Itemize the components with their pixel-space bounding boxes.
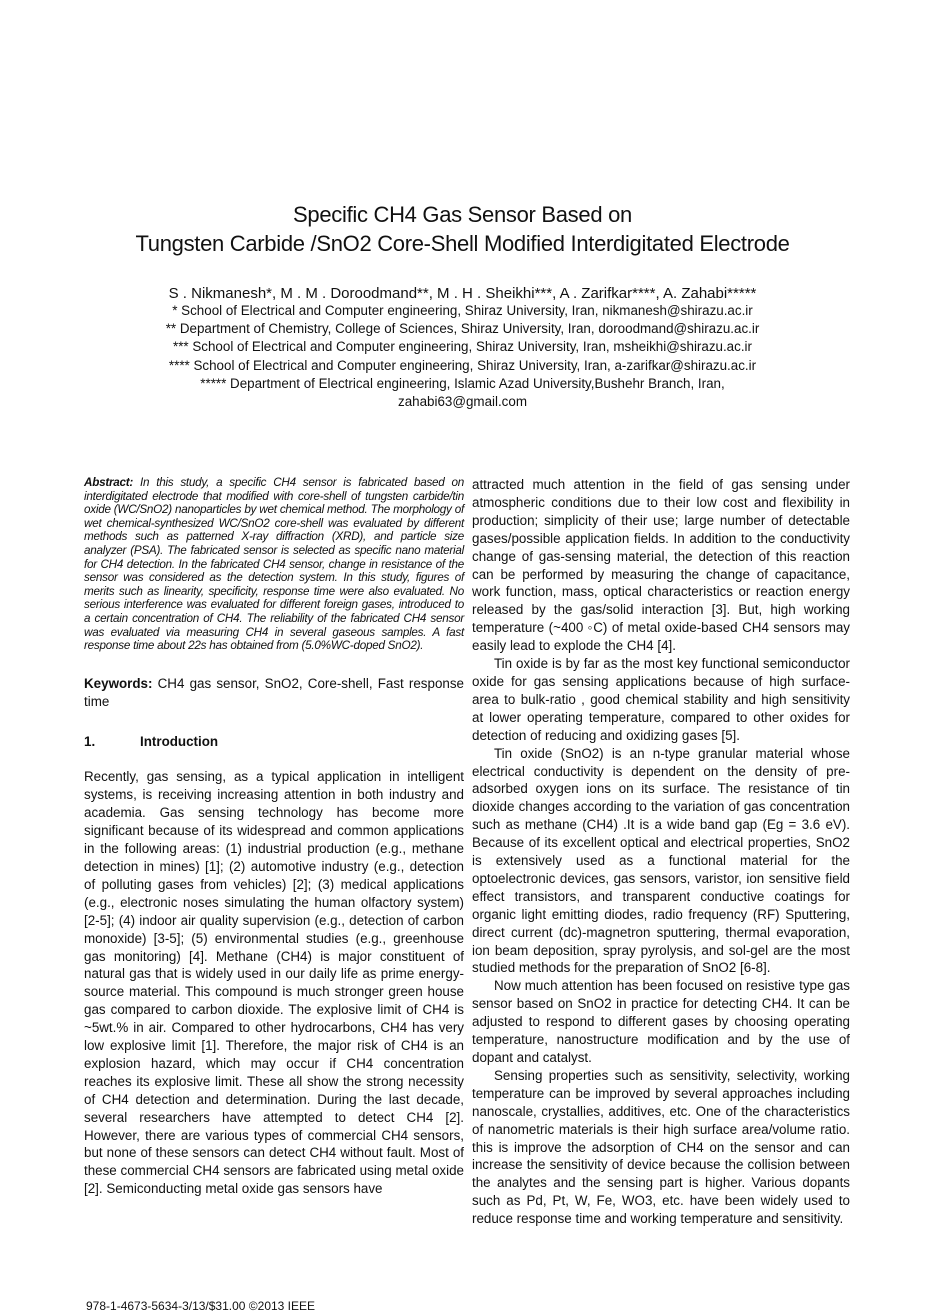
affiliation-2: ** Department of Chemistry, College of Sciences, Shiraz University, Iran, doroodmand@shirazu.ac.ir	[165, 321, 760, 337]
author-list: S . Nikmanesh*, M . M . Doroodmand**, M . H . Sheikhi***, A . Zarifkar****, A. Zahabi*****	[168, 285, 757, 302]
body-paragraph-1: attracted much attention in the field of gas sensing under atmospheric conditions due to their low cost and flexibility in production; simplicity of their use; large number of detectable gases/possible application fields. In addition to the conductivity change of gas-sensing material, the detection of this reaction can be performed by measuring the change of capacitance, work function, mass, optical characteristics or reaction energy released by the gas/solid interaction [3]. But, high working temperature (~400 ◦C) of metal oxide-based CH4 sensors may easily lead to explode the CH4 [4].	[472, 477, 850, 654]
affiliation-1: * School of Electrical and Computer engineering, Shiraz University, Iran, nikmanesh@shirazu.ac.ir	[172, 303, 753, 318]
left-column	[84, 476, 464, 1198]
keywords-label: Keywords:	[84, 675, 153, 691]
copyright-footer: 978-1-4673-5634-3/13/$31.00 ©2013 IEEE	[86, 1299, 316, 1313]
section-title: Introduction	[140, 733, 219, 749]
abstract	[84, 476, 464, 653]
affiliation-3: *** School of Electrical and Computer engineering, Shiraz University, Iran, msheikhi@shirazu.ac.ir	[173, 339, 752, 355]
paper-title	[0, 200, 925, 258]
title-line-1: Specific CH4 Gas Sensor Based on	[293, 202, 632, 227]
affiliation-5: ***** Department of Electrical engineering, Islamic Azad University,Bushehr Branch, Iran,	[200, 375, 725, 391]
section-number: 1.	[84, 733, 96, 749]
affiliations	[110, 302, 815, 411]
body-paragraph-3: Tin oxide (SnO2) is an n-type granular material whose electrical conductivity is dependent on the density of pre-adsorbed oxygen ions on its surface. The resistance of tin dioxide changes according to the variation of gas concentration such as methane (CH4) .It is a wide band gap (Eg = 3.6 eV). Because of its excellent optical and electrical properties, SnO2 is extensively used as a functional material for the optoelectronic devices, gas sensors, varistor, ion sensitive field effect transistors, and transparent conductive coatings for organic light emitting diodes, radio frequency (RF) Sputtering, direct current (dc)-magnetron sputtering, thermal evaporation, ion beam deposition, spray pyrolysis, and sol-gel are the most studied methods for the preparation of SnO2 [6-8].	[472, 745, 850, 976]
right-column	[472, 476, 850, 1228]
body-paragraph-4: Now much attention has been focused on resistive type gas sensor based on SnO2 in practice for detecting CH4. It can be adjusted to respond to different gases by choosing operating temperature, nanostructure modification and by the use of dopant and catalyst.	[472, 978, 850, 1065]
title-line-2: Tungsten Carbide /SnO2 Core-Shell Modified Interdigitated Electrode	[135, 231, 790, 256]
abstract-text: In this study, a specific CH4 sensor is fabricated based on interdigitated electrode that modified with core-shell of tungsten carbide/tin oxide (WC/SnO2) nanoparticles by wet chemical method. The morphology of wet chemical-synthesized WC/SnO2 core-shell was evaluated by different methods such as patterned X-ray diffraction (XRD), and particle size analyzer (PSA). The fabricated sensor is selected as specific nano material for CH4 detection. In the fabricated CH4 sensor, change in resistance of the sensor was considered as the detection system. In this study, figures of merits such as linearity, specificity, response time were also evaluated. No serious interference was evaluated for different foreign gases, introduced to a certain concentration of CH4. The reliability of the fabricated CH4 sensor was evaluated via measuring CH4 in several gaseous samples. A fast response time about 22s has obtained from (5.0%WC-doped SnO2).	[84, 476, 465, 653]
abstract-label: Abstract:	[84, 476, 134, 489]
keywords	[84, 675, 464, 711]
body-paragraph-2: Tin oxide is by far as the most key functional semiconductor oxide for gas sensing applications because of high surface-area to bulk-ratio , good chemical stability and high sensitivity at lower operating temperature, compared to other oxides for detection of reducing and oxidizing gases [5].	[472, 656, 850, 743]
intro-paragraph: Recently, gas sensing, as a typical application in intelligent systems, is receiving increasing attention in both industry and academia. Gas sensing technology has become more significant because of its widespread and common applications in the following areas: (1) industrial production (e.g., methane detection in mines) [1]; (2) automotive industry (e.g., detection of polluting gases from vehicles) [2]; (3) medical applications (e.g., electronic noses simulating the human olfactory system) [2-5]; (4) indoor air quality supervision (e.g., detection of carbon monoxide) [3-5]; (5) environmental studies (e.g., greenhouse gas monitoring) [4]. Methane (CH4) is major constituent of natural gas that is widely used in our daily life as prime energy-source material. This compound is much stronger green house gas compared to carbon dioxide. The explosive limit of CH4 is ~5wt.% in air. Compared to other hydrocarbons, CH4 has very low explosive limit [1]. Therefore, the major risk of CH4 is an explosion hazard, which may occur if CH4 concentration reaches its explosive limit. These all show the strong necessity of CH4 detection and determination. During the last decade, several researchers have attempted to detect CH4 [2]. However, there are various types of commercial CH4 sensors, but none of these sensors can detect CH4 without fault. Most of these commercial CH4 sensors are fabricated using metal oxide [2]. Semiconducting metal oxide gas sensors have	[84, 769, 464, 1197]
affiliation-4: **** School of Electrical and Computer engineering, Shiraz University, Iran, a-zarifkar@shirazu.ac.ir	[168, 357, 757, 373]
affiliation-5-email: zahabi63@gmail.com	[398, 394, 527, 410]
keywords-text: CH4 gas sensor, SnO2, Core-shell, Fast response time	[84, 675, 464, 709]
body-paragraph-5: Sensing properties such as sensitivity, selectivity, working temperature can be improved by several approaches including nanoscale, crystallies, additives, etc. One of the characteristics of nanometric materials is their high surface area/volume ratio. this is improve the adsorption of CH4 on the sensor and can increase the sensitivity of device because the collision between the analytes and the sensing part is higher. Various dopants such as Pd, Pt, W, Fe, WO3, etc. have been widely used to reduce response time and working temperature and sensitivity.	[472, 1067, 850, 1227]
section-heading-introduction	[84, 733, 464, 751]
